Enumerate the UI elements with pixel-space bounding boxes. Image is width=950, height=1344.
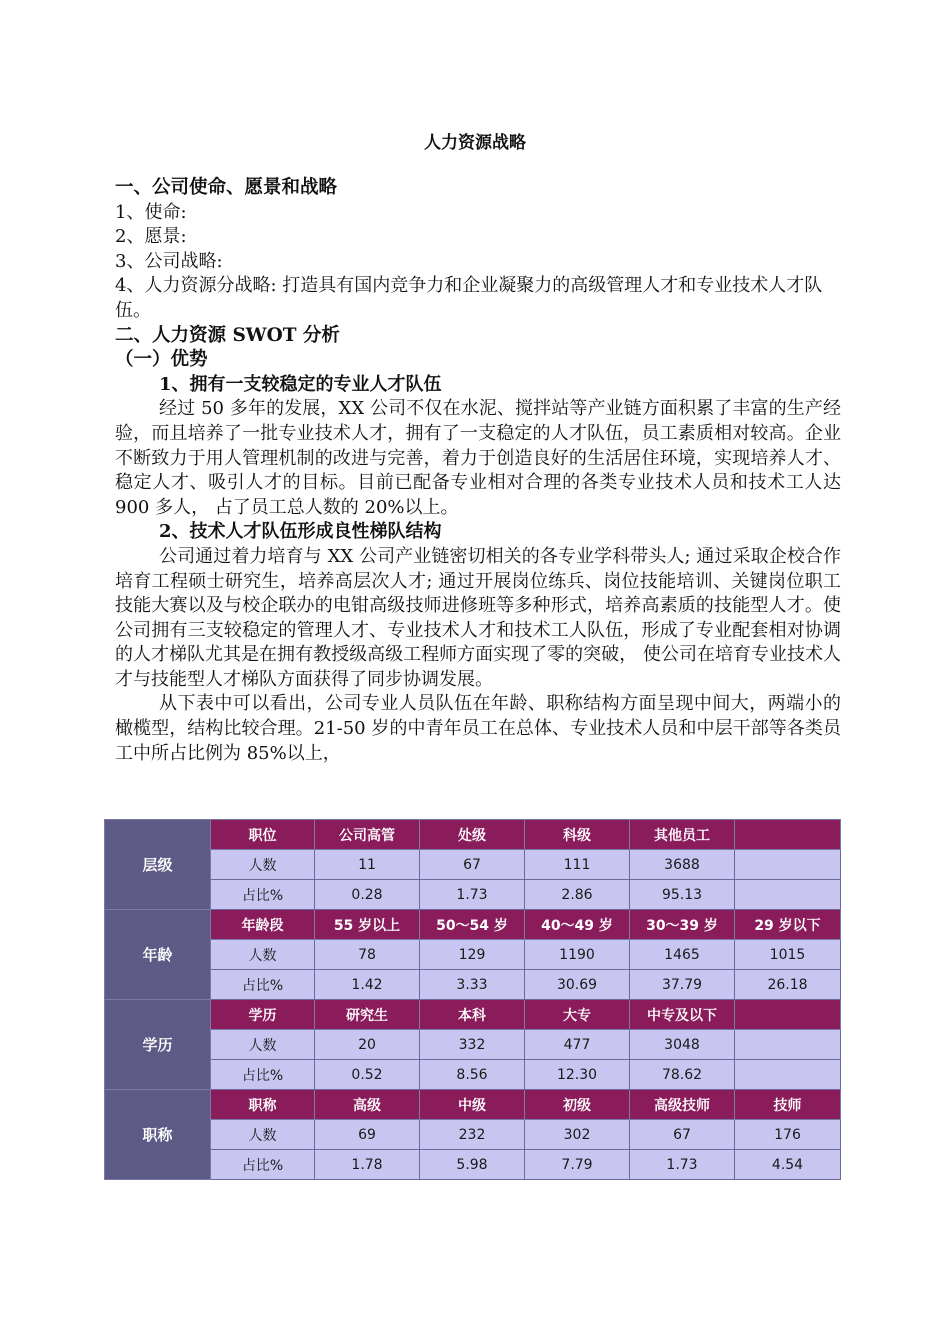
table-header-cell [735, 1000, 841, 1030]
table-header-cell [735, 820, 841, 850]
table-row [105, 910, 841, 940]
category-age-cell: 年龄 [105, 910, 211, 1000]
table-cell: 2.86 [525, 880, 630, 910]
table-cell: 5.98 [420, 1150, 525, 1180]
table-cell: 人数 [211, 1030, 315, 1060]
table-cell: 67 [420, 850, 525, 880]
table-header-cell: 55 岁以上 [315, 910, 420, 940]
table-row [105, 880, 841, 910]
table-header-cell: 科级 [525, 820, 630, 850]
table-row [105, 1120, 841, 1150]
table-cell: 3.33 [420, 970, 525, 1000]
table-header-cell: 职称 [211, 1090, 315, 1120]
table-header-cell: 高级技师 [630, 1090, 735, 1120]
document-body [115, 176, 841, 766]
table-cell: 8.56 [420, 1060, 525, 1090]
mission-item: 1、使命: [115, 201, 187, 223]
table-cell: 3688 [630, 850, 735, 880]
table-row [105, 1060, 841, 1090]
table-cell: 69 [315, 1120, 420, 1150]
strengths-subheading: （一）优势 [115, 349, 208, 371]
table-cell: 0.28 [315, 880, 420, 910]
table-header-cell: 30～39 岁 [630, 910, 735, 940]
table-cell: 1.73 [630, 1150, 735, 1180]
document-title: 人力资源战略 [424, 133, 526, 153]
table-header-cell: 中专及以下 [630, 1000, 735, 1030]
strength-1-heading: 1、拥有一支较稳定的专业人才队伍 [159, 373, 442, 395]
table-header-cell: 公司高管 [315, 820, 420, 850]
table-cell: 37.79 [630, 970, 735, 1000]
table-header-cell: 本科 [420, 1000, 525, 1030]
vision-item: 2、愿景: [115, 226, 187, 248]
table-cell [735, 1060, 841, 1090]
table-cell: 129 [420, 940, 525, 970]
table-cell: 176 [735, 1120, 841, 1150]
table-cell: 人数 [211, 940, 315, 970]
table-intro-paragraph: 从下表中可以看出，公司专业人员队伍在年龄、职称结构方面呈现中间大，两端小的橄榄型，结构比较合理。21-50 岁的中青年员工在总体、专业技术人员和中层干部等各类员工中所占比例为 85%以上， [115, 693, 841, 764]
table-cell: 30.69 [525, 970, 630, 1000]
table-row [105, 1090, 841, 1120]
table-cell: 占比% [211, 880, 315, 910]
table-cell: 111 [525, 850, 630, 880]
table-header-cell: 年龄段 [211, 910, 315, 940]
table-cell: 人数 [211, 1120, 315, 1150]
table-cell: 302 [525, 1120, 630, 1150]
section-1-heading: 一、公司使命、愿景和战略 [115, 177, 338, 198]
table-cell: 占比% [211, 970, 315, 1000]
table-header-cell: 40～49 岁 [525, 910, 630, 940]
table-cell: 78 [315, 940, 420, 970]
table-row [105, 1150, 841, 1180]
category-level-cell: 层级 [105, 820, 211, 910]
category-title-cell: 职称 [105, 1090, 211, 1180]
table-cell: 4.54 [735, 1150, 841, 1180]
table-header-cell: 技师 [735, 1090, 841, 1120]
table-cell [735, 880, 841, 910]
table-header-cell: 初级 [525, 1090, 630, 1120]
table-cell: 1465 [630, 940, 735, 970]
strength-2-paragraph: 公司通过着力培育与 XX 公司产业链密切相关的各专业学科带头人; 通过采取企校合作培育工程硕士研究生，培养高层次人才; 通过开展岗位练兵、岗位技能培训、关键岗位职工技能大赛以及与校企联办的电钳高级技师进修班等多种形式，培养高素质的技能型人才。使公司拥有三支较稳定的管理人才、专业技术人才和技术工人队伍，形成了专业配套相对协调的人才梯队尤其是在拥有教授级高级工程师方面实现了零的突破， 使公司在培育专业技术人才与技能型人才梯队方面获得了同步协调发展。 [115, 545, 841, 690]
table-header-cell: 处级 [420, 820, 525, 850]
table-cell: 67 [630, 1120, 735, 1150]
table-row [105, 1030, 841, 1060]
table-cell: 占比% [211, 1150, 315, 1180]
table-row [105, 940, 841, 970]
table-cell: 1.42 [315, 970, 420, 1000]
table-header-cell: 其他员工 [630, 820, 735, 850]
table-cell [735, 850, 841, 880]
table-cell: 95.13 [630, 880, 735, 910]
table-cell: 1.73 [420, 880, 525, 910]
table-cell: 1015 [735, 940, 841, 970]
staff-statistics-table [104, 819, 841, 1180]
table-row [105, 820, 841, 850]
table-header-cell: 学历 [211, 1000, 315, 1030]
table-cell: 1190 [525, 940, 630, 970]
table-cell: 78.62 [630, 1060, 735, 1090]
table-cell: 232 [420, 1120, 525, 1150]
table-cell: 3048 [630, 1030, 735, 1060]
category-education-cell: 学历 [105, 1000, 211, 1090]
table-row [105, 850, 841, 880]
table-cell: 477 [525, 1030, 630, 1060]
table-header-cell: 职位 [211, 820, 315, 850]
hr-strategy-item: 4、人力资源分战略: 打造具有国内竞争力和企业凝聚力的高级管理人才和专业技术人才队伍。 [115, 275, 823, 321]
table-header-cell: 研究生 [315, 1000, 420, 1030]
table-row [105, 1000, 841, 1030]
table-cell: 人数 [211, 850, 315, 880]
table-cell: 12.30 [525, 1060, 630, 1090]
table-row [105, 970, 841, 1000]
table-header-cell: 29 岁以下 [735, 910, 841, 940]
table-header-cell: 中级 [420, 1090, 525, 1120]
table-cell: 332 [420, 1030, 525, 1060]
table-cell: 11 [315, 850, 420, 880]
section-2-heading: 二、人力资源 SWOT 分析 [115, 324, 340, 346]
table-cell: 7.79 [525, 1150, 630, 1180]
strategy-item: 3、公司战略: [115, 250, 223, 272]
strength-1-paragraph: 经过 50 多年的发展，XX 公司不仅在水泥、搅拌站等产业链方面积累了丰富的生产经验，而且培养了一批专业技术人才，拥有了一支稳定的人才队伍，员工素质相对较高。企业不断致力于用人管理机制的改进与完善，着力于创造良好的生活居住环境，实现培养人才、稳定人才、吸引人才的目标。目前已配备专业相对合理的各类专业技术人员和技术工人达 900 多人， 占了员工总人数的 20%以上。 [115, 398, 841, 518]
table-header-cell: 高级 [315, 1090, 420, 1120]
strength-2-heading: 2、技术人才队伍形成良性梯队结构 [159, 521, 442, 543]
table-cell: 占比% [211, 1060, 315, 1090]
table-cell: 0.52 [315, 1060, 420, 1090]
table-header-cell: 50～54 岁 [420, 910, 525, 940]
table-cell [735, 1030, 841, 1060]
table-header-cell: 大专 [525, 1000, 630, 1030]
table-cell: 26.18 [735, 970, 841, 1000]
table-cell: 20 [315, 1030, 420, 1060]
table-cell: 1.78 [315, 1150, 420, 1180]
